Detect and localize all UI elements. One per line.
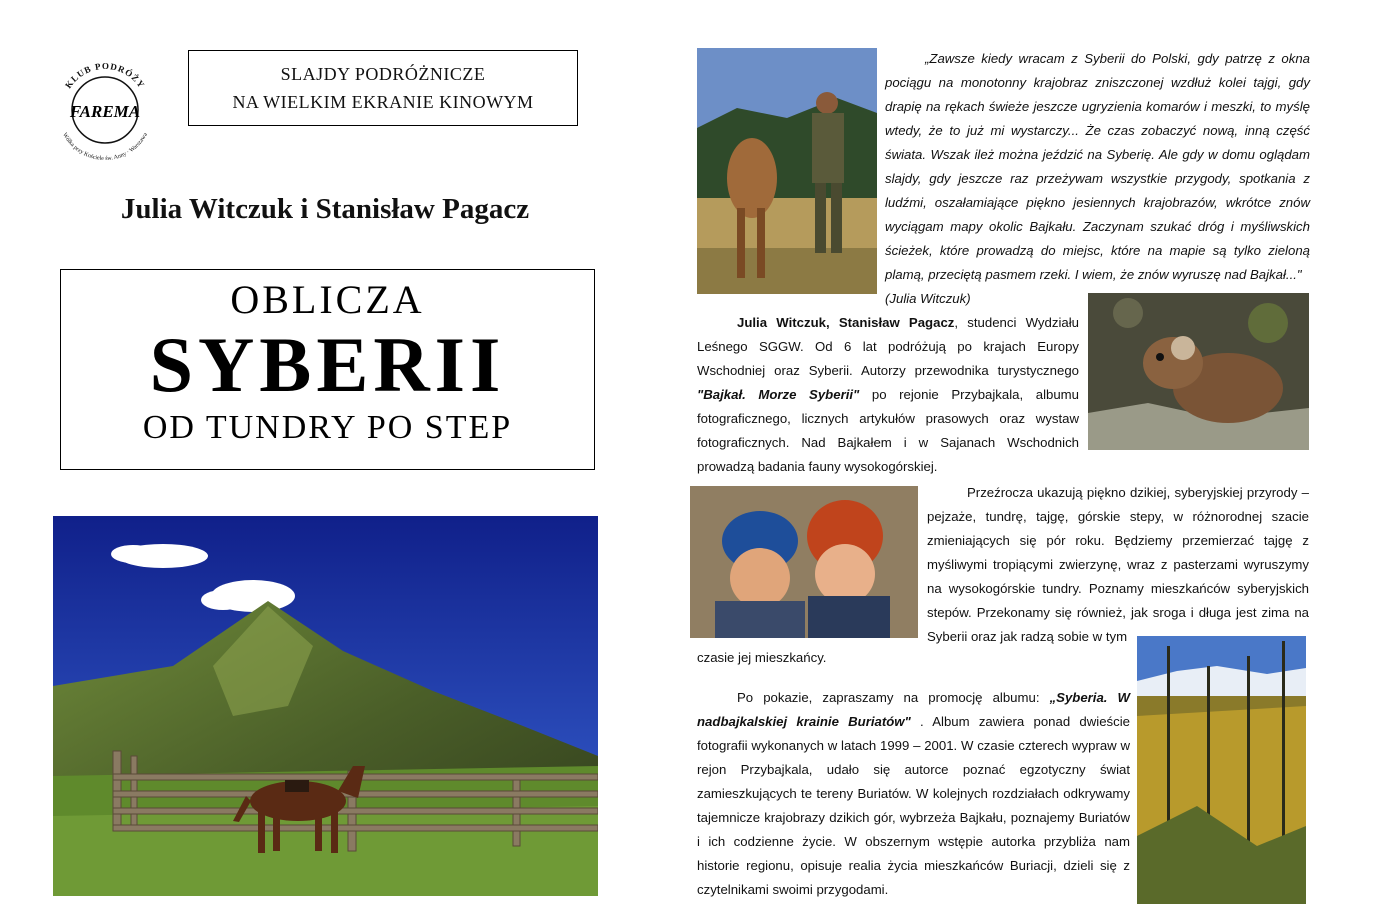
title-line1: OBLICZA (230, 277, 425, 322)
svg-text:KLUB PODRÓŻY (63, 61, 147, 90)
event-type-line2: NA WIELKIM EKRANIE KINOWYM (232, 92, 534, 112)
children-photo (690, 486, 918, 638)
pika-photo (1088, 293, 1309, 450)
authors-heading: Julia Witczuk i Stanisław Pagacz (120, 193, 530, 225)
album-title: „Syberia. W nadbajkalskiej krainie Buriatów" (697, 690, 1130, 729)
guide-title: "Bajkał. Morze Syberii" (697, 387, 860, 402)
promo-text2: . Album zawiera ponad dwieście fotografii wykonanych w latach 1999 – 2001. W czasie czterech wypraw w rejon Przybajkala, udało się autorce poznać egzotyczny świat zamieszkujących te tereny Buriatów. W kolejnych rozdziałach odkrywamy tajemnicze krajobrazy dzikich gór, wybrzeża Bajkału, poznajemy Buriatów i ich codzienne życie. W obszernym wstępie autorka przybliża nam historie regionu, opisuje realia życia mieszkańców Buriacji, dzieli się z czytelnikami swoimi przygodami. (697, 714, 1130, 897)
show-description (927, 481, 1309, 649)
title-box (60, 269, 595, 470)
bio-text1: , studenci Wydziału Leśnego SGGW. Od 6 lat podróżują po krajach Europy Wschodniej oraz Syberii. Autorzy przewodnika turystycznego (697, 315, 1079, 378)
description-tail: czasie jej mieszkańcy. (697, 650, 827, 665)
event-type-line1: SLAJDY PODRÓŻNICZE (280, 64, 486, 84)
mountain-horse-photo (53, 516, 598, 896)
quote-text: „Zawsze kiedy wracam z Syberii do Polski, gdy patrzę z okna pociągu na monotonny krajobraz zniszczonej wzdłuż kolei tajgi, gdy drapię na rękach świeże jeszcze ugryzienia komarów i meszki, to myślę wtedy, że to już mi wystarczy... Że czas zobaczyć nową, inną część świata. Wszak ileż można jeździć na Syberię. Ale gdy w domu oglądam slajdy, gdy jeszcze raz przeżywam wszystkie przygody, spotkania z ludźmi, oszałamiające piękno jesiennych krajobrazów, wkrótce znów wyciągam mapy okolic Bajkału. Zaczynam szukać dróg i myśliwskich ścieżek, które prowadzą do miejsc, które na mapie są tylko zieloną plamą, przeciętą pasmem rzeki. I wiem, że znów wyruszę nad Bajkał..." (885, 51, 1310, 282)
svg-text:Wólka przy Kościele św. Anny · (61, 132, 149, 162)
description-text: Przeźrocza ukazują piękno dzikiej, syberyjskiej przyrody – pejzaże, tundrę, tajgę, górskie stepy, w różnorodnej szacie zmieniających się pór roku. Będziemy przemierzać tajgę z myśliwymi tropiącymi zwierzynę, wraz z pasterzami wyruszymy na wysokogórskie tundry. Poznamy mieszkańców syberyjskich stepów. Przekonamy się również, jak sroga i długa jest zima na Syberii oraz jak radzą sobie w tym (927, 485, 1309, 644)
logo-name: FAREMA (69, 102, 141, 121)
bio-text2: po rejonie Przybajkala, albumu fotograficznego, licznych artykułów prasowych oraz wystaw fotograficznych. Nad Bajkałem i w Sajanach Wschodnich prowadzą badania fauny wysokogórskiej. (697, 387, 1079, 474)
club-logo (50, 55, 160, 165)
quote-attribution: (Julia Witczuk) (885, 291, 971, 306)
title-line3: OD TUNDRY PO STEP (142, 409, 513, 446)
event-type-box (188, 50, 578, 126)
album-promo (697, 686, 1130, 902)
promo-text1: Po pokazie, zapraszamy na promocję albumu: (737, 690, 1050, 705)
title-line2: SYBERII (149, 321, 506, 408)
man-with-horse-photo (697, 48, 877, 294)
logo-bottom-text: Wólka przy Kościele św. Anny · Warszawa (61, 131, 149, 163)
bio-names: Julia Witczuk, Stanisław Pagacz (737, 315, 955, 330)
quote-block (885, 47, 1310, 311)
authors-bio (697, 311, 1079, 479)
larch-forest-photo (1137, 636, 1306, 904)
logo-top-text: KLUB PODRÓŻY (63, 60, 147, 91)
